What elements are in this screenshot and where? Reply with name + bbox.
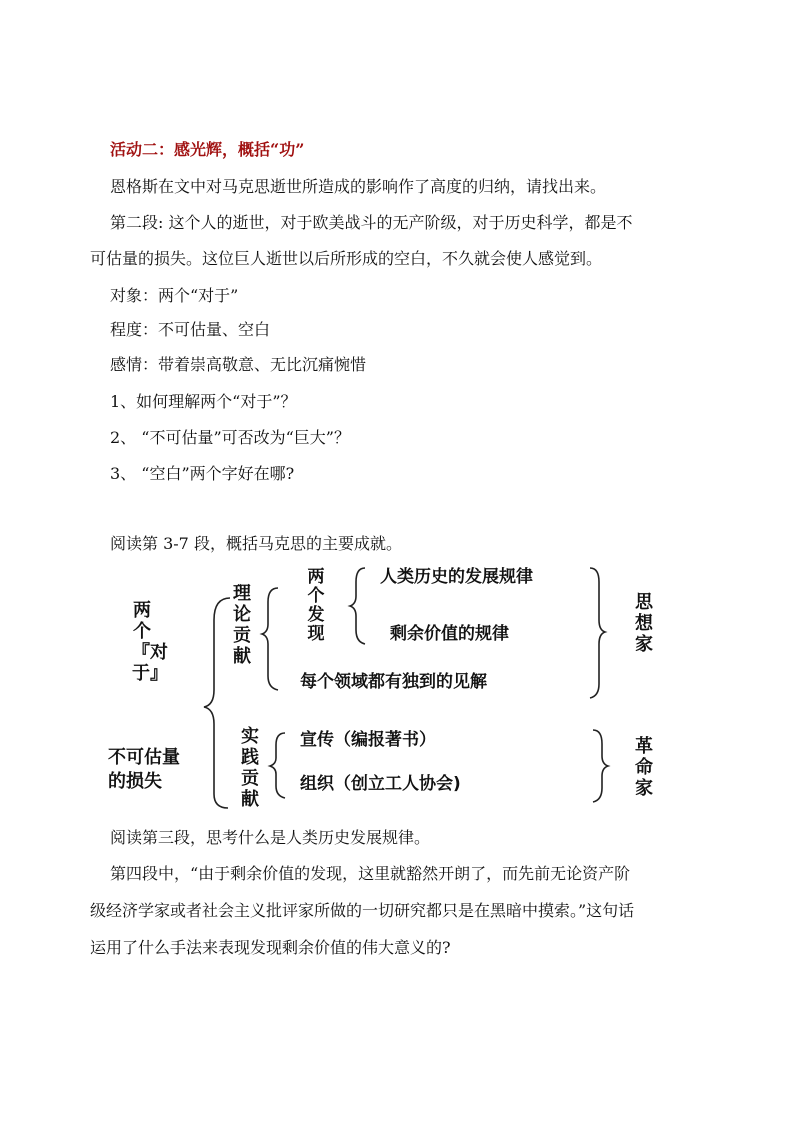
label-two-discoveries: 两个发现	[307, 567, 325, 644]
law-history: 人类历史的发展规律	[380, 567, 533, 587]
label-thinker: 思想家	[635, 592, 653, 655]
law-surplus: 剩余价值的规律	[390, 624, 509, 644]
quote-line-2: 可估量的损失。这位巨人逝世以后所形成的空白，不久就会使人感觉到。	[90, 249, 603, 268]
propaganda: 宣传（编报著书）	[300, 730, 436, 750]
reading-prompt: 阅读第 3-7 段，概括马克思的主要成就。	[110, 534, 402, 553]
para4-line-2: 级经济学家或者社会主义批评家所做的一切研究都只是在黑暗中摸索。”这句话	[90, 901, 635, 920]
object-text: 对象：两个“对于”	[110, 286, 239, 305]
question-1: 1、如何理解两个“对于”？	[110, 392, 297, 411]
theory-brace	[262, 588, 278, 690]
label-loss: 的损失	[108, 771, 162, 792]
every-field: 每个领域都有独到的见解	[300, 672, 487, 692]
emotion-text: 感情：带着崇高敬意、无比沉痛惋惜	[110, 355, 367, 374]
intro-text: 恩格斯在文中对马克思逝世所造成的影响作了高度的归纳，请找出来。	[110, 177, 607, 196]
practice-brace	[270, 733, 285, 798]
label-theory: 理论贡献	[233, 583, 251, 667]
discoveries-brace	[350, 568, 365, 644]
label-practice: 实践贡献	[241, 726, 259, 810]
activity-heading: 活动二：感光辉，概括“功”	[110, 140, 305, 159]
degree-text: 程度：不可估量、空白	[110, 320, 271, 339]
question-3: 3、 “空白”两个字好在哪?	[110, 464, 295, 483]
para4-line-1: 第四段中，“由于剩余价值的发现，这里就豁然开朗了，而先前无论资产阶	[110, 864, 631, 883]
para3-prompt: 阅读第三段，思考什么是人类历史发展规律。	[110, 828, 431, 847]
para4-line-3: 运用了什么手法来表现发现剩余价值的伟大意义的?	[90, 938, 451, 957]
quote-line-1: 第二段: 这个人的逝世，对于欧美战斗的无产阶级，对于历史科学，都是不	[110, 213, 633, 232]
organize: 组织（创立工人协会)	[300, 774, 461, 794]
thinker-brace	[590, 568, 605, 698]
revolutionary-brace	[593, 730, 608, 802]
label-two-duiyu: 两个『对于』	[132, 600, 168, 684]
question-2: 2、 “不可估量”可否改为“巨大”？	[110, 428, 350, 447]
label-revolutionary: 革命家	[635, 736, 653, 799]
label-inestimable: 不可估量	[108, 747, 180, 768]
main-left-brace	[204, 598, 230, 808]
